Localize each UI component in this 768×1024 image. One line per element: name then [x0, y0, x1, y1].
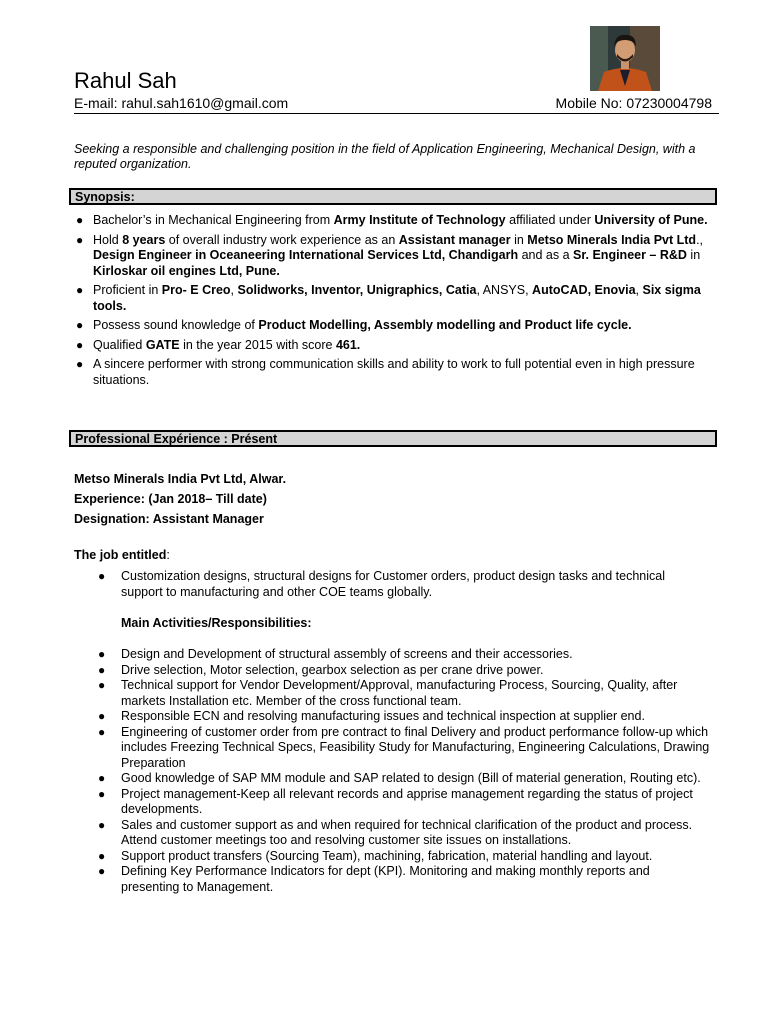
synopsis-text-run: , — [635, 283, 643, 297]
company-name: Metso Minerals India Pvt Ltd, Alwar. — [74, 472, 287, 486]
bullet-icon: ● — [98, 817, 106, 832]
job-label-colon: : — [166, 548, 170, 562]
experience-period: Experience: (Jan 2018– Till date) — [74, 492, 267, 506]
responsibility-item — [98, 818, 710, 849]
synopsis-text-run: Pro- E Creo — [161, 283, 231, 297]
responsibility-item — [98, 709, 710, 725]
responsibility-text: Drive selection, Motor selection, gearbox selection as per crane drive power. — [121, 662, 544, 677]
responsibility-text: Project management-Keep all relevant records and apprise management regarding the status of project developments. — [121, 786, 693, 816]
bullet-icon: ● — [98, 678, 106, 692]
bullet-icon: ● — [76, 357, 84, 371]
responsibility-text: Engineering of customer order from pre contract to final Delivery and product performance follow-up which includes Freezing Technical Specs, Feasibility Study for Manufacturing, Engineering Calculations, Drawing Preparation — [121, 724, 710, 770]
synopsis-text-run: Six sigma tools. — [93, 283, 701, 313]
synopsis-text-run: Design Engineer in Oceaneering International Services Ltd, Chandigarh — [93, 248, 519, 262]
responsibilities-title: Main Activities/Responsibilities: — [121, 616, 312, 630]
bullet-icon: ● — [98, 724, 106, 739]
synopsis-text-run: affiliated under — [505, 213, 595, 227]
job-label-text: The job entitled — [74, 548, 167, 562]
bullet-icon: ● — [98, 848, 106, 863]
responsibility-text: Technical support for Vendor Development/Approval, manufacturing Process, Sourcing, Quality, after markets Installation etc. Member of the cross functional team. — [121, 678, 678, 708]
job-label — [74, 548, 170, 562]
synopsis-text-run: A sincere performer with strong communication skills and ability to work to full potential even in high pressure situations. — [93, 357, 695, 387]
responsibility-item — [98, 787, 710, 818]
synopsis-text-run: Army Institute of Technology — [333, 213, 506, 227]
synopsis-text-run: 8 years — [122, 232, 166, 247]
synopsis-item — [74, 213, 714, 229]
career-objective: Seeking a responsible and challenging position in the field of Application Engineering, Mechanical Design, with a reputed organization. — [74, 142, 696, 171]
synopsis-text-run: in — [510, 232, 528, 247]
synopsis-text-run: University of Pune. — [594, 213, 708, 227]
responsibility-item — [98, 864, 710, 895]
synopsis-text-run: AutoCAD, Enovia — [532, 283, 636, 297]
synopsis-text-run: , — [230, 283, 238, 297]
synopsis-text-run: Product Modelling, Assembly modelling and Product life cycle. — [258, 318, 632, 332]
bullet-icon: ● — [98, 864, 106, 878]
bullet-icon: ● — [98, 647, 106, 661]
profile-photo — [590, 26, 660, 91]
responsibility-text: Good knowledge of SAP MM module and SAP related to design (Bill of material generation, Routing etc). — [121, 771, 701, 785]
synopsis-text-run: ., — [696, 232, 704, 247]
synopsis-text-run: in the year 2015 with score — [179, 337, 336, 352]
list-item — [98, 569, 710, 600]
synopsis-text-run: Sr. Engineer – R&D — [573, 248, 687, 262]
responsibility-text: Sales and customer support as and when required for technical clarification of the product and process. Attend customer meetings too and resolving customer site issues on installations. — [121, 817, 693, 847]
responsibility-item — [98, 663, 710, 679]
job-summary-list — [98, 569, 710, 600]
bullet-icon: ● — [76, 213, 84, 227]
synopsis-text-run: 461. — [335, 337, 361, 352]
synopsis-section-header: Synopsis: — [69, 188, 717, 205]
synopsis-text-run: Bachelor’s in Mechanical Engineering from — [93, 213, 334, 227]
bullet-icon: ● — [76, 337, 84, 352]
responsibilities-list — [98, 647, 710, 895]
designation: Designation: Assistant Manager — [74, 512, 264, 526]
responsibility-item — [98, 849, 710, 865]
synopsis-text-run: in — [686, 248, 701, 262]
contact-line — [74, 95, 712, 111]
synopsis-text-run: Possess sound knowledge of — [93, 318, 259, 332]
synopsis-item — [74, 233, 714, 280]
synopsis-text-run: and as a — [518, 248, 574, 262]
responsibility-item — [98, 771, 710, 787]
bullet-icon: ● — [76, 232, 84, 247]
synopsis-item — [74, 283, 714, 314]
job-summary: Customization designs, structural designs for Customer orders, product design tasks and technical support to manufacturing and other COE teams globally. — [121, 569, 666, 599]
bullet-icon: ● — [98, 771, 106, 785]
synopsis-list — [74, 213, 714, 392]
synopsis-text-run: Qualified — [93, 337, 146, 352]
synopsis-text-run: Assistant manager — [398, 232, 511, 247]
synopsis-item — [74, 318, 714, 334]
bullet-icon: ● — [98, 569, 106, 583]
bullet-icon: ● — [98, 709, 106, 723]
header-divider — [74, 113, 719, 114]
experience-section-header: Professional Expérience : Présent — [69, 430, 717, 447]
profile-photo-image — [590, 26, 660, 91]
synopsis-text-run: Kirloskar oil engines Ltd, Pune. — [93, 263, 280, 278]
bullet-icon: ● — [98, 662, 106, 677]
responsibility-item — [98, 678, 710, 709]
bullet-icon: ● — [76, 318, 84, 332]
synopsis-text-run: of overall industry work experience as an — [165, 232, 399, 247]
synopsis-text-run: Proficient in — [93, 283, 162, 297]
responsibility-text: Defining Key Performance Indicators for dept (KPI). Monitoring and making monthly reports and presenting to Management. — [121, 864, 650, 894]
synopsis-text-run: Metso Minerals India Pvt Ltd — [527, 232, 697, 247]
responsibility-text: Responsible ECN and resolving manufacturing issues and technical inspection at supplier end. — [121, 709, 645, 723]
candidate-name: Rahul Sah — [74, 68, 177, 93]
bullet-icon: ● — [76, 283, 84, 297]
responsibility-text: Support product transfers (Sourcing Team), machining, fabrication, material handling and layout. — [121, 848, 653, 863]
synopsis-text-run: GATE — [145, 337, 180, 352]
responsibility-item — [98, 725, 710, 772]
synopsis-text-run: Solidworks, Inventor, Unigraphics, Catia — [237, 283, 477, 297]
synopsis-text-run: , ANSYS, — [476, 283, 533, 297]
responsibility-item — [98, 647, 710, 663]
email[interactable]: E-mail: rahul.sah1610@gmail.com — [74, 95, 289, 111]
synopsis-item — [74, 357, 714, 388]
bullet-icon: ● — [98, 786, 106, 801]
responsibility-text: Design and Development of structural assembly of screens and their accessories. — [121, 647, 573, 661]
synopsis-item — [74, 338, 714, 354]
mobile-number: Mobile No: 07230004798 — [555, 95, 712, 111]
synopsis-text-run: Hold — [93, 232, 123, 247]
